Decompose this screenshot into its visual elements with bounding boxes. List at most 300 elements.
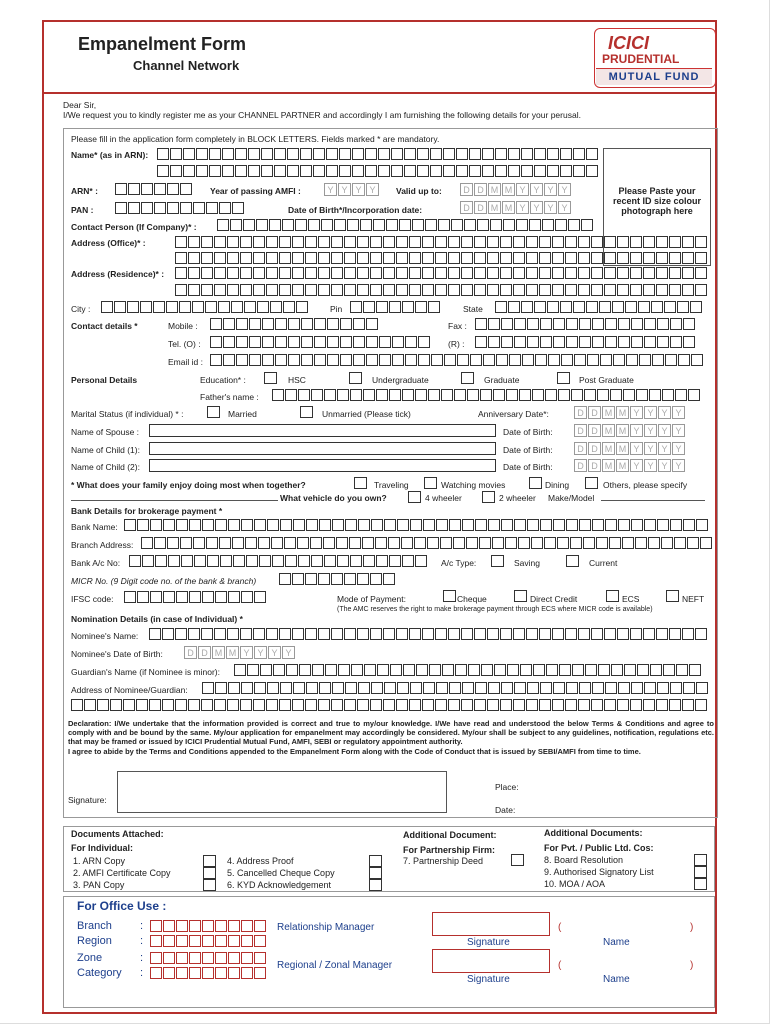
char-box[interactable] <box>553 519 565 531</box>
fax-boxes[interactable] <box>475 318 696 330</box>
office-char-box[interactable] <box>254 952 266 964</box>
char-box[interactable] <box>150 591 162 603</box>
char-box[interactable] <box>604 267 616 279</box>
char-box[interactable] <box>435 252 447 264</box>
char-box[interactable] <box>241 519 253 531</box>
char-box[interactable] <box>617 252 629 264</box>
char-box[interactable] <box>214 628 226 640</box>
spouse-dob-boxes[interactable] <box>574 424 686 437</box>
office-char-box[interactable] <box>150 952 162 964</box>
char-box[interactable] <box>422 628 434 640</box>
char-box[interactable] <box>579 318 591 330</box>
char-box[interactable] <box>409 267 421 279</box>
char-box[interactable] <box>292 252 304 264</box>
char-box[interactable] <box>514 336 526 348</box>
char-box[interactable] <box>508 165 520 177</box>
char-box[interactable] <box>455 664 467 676</box>
char-box[interactable] <box>623 389 635 401</box>
char-box[interactable] <box>605 519 617 531</box>
char-box[interactable] <box>314 354 326 366</box>
char-box[interactable] <box>371 682 383 694</box>
char-box[interactable] <box>279 699 291 711</box>
char-box[interactable] <box>695 699 707 711</box>
char-box[interactable] <box>683 336 695 348</box>
char-box[interactable] <box>376 301 388 313</box>
date-char-box[interactable]: Y <box>530 183 543 196</box>
char-box[interactable] <box>293 682 305 694</box>
char-box[interactable] <box>157 165 169 177</box>
char-box[interactable] <box>643 628 655 640</box>
char-box[interactable] <box>591 236 603 248</box>
date-char-box[interactable]: Y <box>530 201 543 214</box>
partnership-deed-checkbox[interactable] <box>511 854 524 866</box>
char-box[interactable] <box>326 148 338 160</box>
char-box[interactable] <box>637 664 649 676</box>
region-boxes[interactable] <box>150 935 267 947</box>
micr-boxes[interactable] <box>279 573 396 585</box>
char-box[interactable] <box>370 573 382 585</box>
char-box[interactable] <box>630 628 642 640</box>
char-box[interactable] <box>514 519 526 531</box>
char-box[interactable] <box>396 236 408 248</box>
char-box[interactable] <box>292 236 304 248</box>
char-box[interactable] <box>227 252 239 264</box>
char-box[interactable] <box>266 699 278 711</box>
char-box[interactable] <box>288 354 300 366</box>
char-box[interactable] <box>228 591 240 603</box>
unmarried-checkbox[interactable] <box>300 406 313 418</box>
char-box[interactable] <box>287 165 299 177</box>
date-char-box[interactable]: Y <box>630 459 643 472</box>
char-box[interactable] <box>656 284 668 296</box>
char-box[interactable] <box>175 699 187 711</box>
char-box[interactable] <box>696 682 708 694</box>
char-box[interactable] <box>657 682 669 694</box>
char-box[interactable] <box>175 284 187 296</box>
char-box[interactable] <box>405 354 417 366</box>
make-model-line[interactable] <box>601 500 705 501</box>
char-box[interactable] <box>275 354 287 366</box>
char-box[interactable] <box>129 555 141 567</box>
char-box[interactable] <box>423 682 435 694</box>
char-box[interactable] <box>71 699 83 711</box>
date-char-box[interactable]: M <box>488 183 501 196</box>
graduate-checkbox[interactable] <box>461 372 474 384</box>
char-box[interactable] <box>234 664 246 676</box>
char-box[interactable] <box>331 252 343 264</box>
char-box[interactable] <box>383 628 395 640</box>
char-box[interactable] <box>466 537 478 549</box>
char-box[interactable] <box>167 537 179 549</box>
date-char-box[interactable]: D <box>588 406 601 419</box>
char-box[interactable] <box>180 183 192 195</box>
char-box[interactable] <box>626 354 638 366</box>
char-box[interactable] <box>188 284 200 296</box>
signature-box[interactable] <box>117 771 447 813</box>
char-box[interactable] <box>656 236 668 248</box>
char-box[interactable] <box>592 318 604 330</box>
char-box[interactable] <box>618 519 630 531</box>
char-box[interactable] <box>591 267 603 279</box>
char-box[interactable] <box>201 628 213 640</box>
char-box[interactable] <box>214 236 226 248</box>
char-box[interactable] <box>375 537 387 549</box>
char-box[interactable] <box>324 389 336 401</box>
char-box[interactable] <box>312 664 324 676</box>
char-box[interactable] <box>396 267 408 279</box>
board-resolution-checkbox[interactable] <box>694 854 707 866</box>
address-nominee-row1[interactable] <box>202 682 709 694</box>
date-char-box[interactable]: M <box>616 459 629 472</box>
char-box[interactable] <box>124 519 136 531</box>
char-box[interactable] <box>574 354 586 366</box>
char-box[interactable] <box>430 165 442 177</box>
char-box[interactable] <box>297 537 309 549</box>
date-char-box[interactable]: M <box>602 424 615 437</box>
char-box[interactable] <box>279 267 291 279</box>
char-box[interactable] <box>521 148 533 160</box>
char-box[interactable] <box>282 219 294 231</box>
char-box[interactable] <box>279 573 291 585</box>
char-box[interactable] <box>649 389 661 401</box>
char-box[interactable] <box>542 219 554 231</box>
char-box[interactable] <box>552 699 564 711</box>
char-box[interactable] <box>258 537 270 549</box>
char-box[interactable] <box>422 699 434 711</box>
char-box[interactable] <box>202 682 214 694</box>
char-box[interactable] <box>128 202 140 214</box>
char-box[interactable] <box>345 682 357 694</box>
date-char-box[interactable]: Y <box>672 459 685 472</box>
char-box[interactable] <box>540 318 552 330</box>
char-box[interactable] <box>245 537 257 549</box>
date-char-box[interactable]: Y <box>672 424 685 437</box>
office-char-box[interactable] <box>202 952 214 964</box>
char-box[interactable] <box>215 591 227 603</box>
char-box[interactable] <box>558 389 570 401</box>
char-box[interactable] <box>534 301 546 313</box>
char-box[interactable] <box>249 318 261 330</box>
char-box[interactable] <box>353 354 365 366</box>
char-box[interactable] <box>323 537 335 549</box>
char-box[interactable] <box>275 318 287 330</box>
char-box[interactable] <box>332 682 344 694</box>
char-box[interactable] <box>449 519 461 531</box>
char-box[interactable] <box>383 267 395 279</box>
char-box[interactable] <box>630 699 642 711</box>
char-box[interactable] <box>288 318 300 330</box>
date-char-box[interactable]: Y <box>644 442 657 455</box>
char-box[interactable] <box>271 537 283 549</box>
char-box[interactable] <box>676 664 688 676</box>
char-box[interactable] <box>370 267 382 279</box>
char-box[interactable] <box>383 573 395 585</box>
char-box[interactable] <box>401 537 413 549</box>
char-box[interactable] <box>256 219 268 231</box>
char-box[interactable] <box>193 537 205 549</box>
char-box[interactable] <box>584 389 596 401</box>
char-box[interactable] <box>425 219 437 231</box>
char-box[interactable] <box>344 252 356 264</box>
char-box[interactable] <box>605 682 617 694</box>
char-box[interactable] <box>578 284 590 296</box>
char-box[interactable] <box>566 682 578 694</box>
char-box[interactable] <box>327 354 339 366</box>
char-box[interactable] <box>418 336 430 348</box>
char-box[interactable] <box>533 664 545 676</box>
char-box[interactable] <box>334 219 346 231</box>
char-box[interactable] <box>568 219 580 231</box>
char-box[interactable] <box>383 284 395 296</box>
char-box[interactable] <box>444 354 456 366</box>
undergraduate-checkbox[interactable] <box>349 372 362 384</box>
char-box[interactable] <box>227 236 239 248</box>
char-box[interactable] <box>115 183 127 195</box>
char-box[interactable] <box>253 699 265 711</box>
char-box[interactable] <box>531 537 543 549</box>
char-box[interactable] <box>435 236 447 248</box>
char-box[interactable] <box>319 682 331 694</box>
char-box[interactable] <box>179 301 191 313</box>
char-box[interactable] <box>326 165 338 177</box>
char-box[interactable] <box>383 252 395 264</box>
char-box[interactable] <box>370 628 382 640</box>
char-box[interactable] <box>273 664 285 676</box>
char-box[interactable] <box>167 202 179 214</box>
char-box[interactable] <box>137 591 149 603</box>
char-box[interactable] <box>318 628 330 640</box>
date-char-box[interactable]: M <box>502 201 515 214</box>
char-box[interactable] <box>365 165 377 177</box>
char-box[interactable] <box>682 252 694 264</box>
char-box[interactable] <box>539 284 551 296</box>
char-box[interactable] <box>443 165 455 177</box>
char-box[interactable] <box>625 301 637 313</box>
char-box[interactable] <box>521 301 533 313</box>
char-box[interactable] <box>313 165 325 177</box>
char-box[interactable] <box>261 165 273 177</box>
char-box[interactable] <box>597 389 609 401</box>
char-box[interactable] <box>404 165 416 177</box>
char-box[interactable] <box>388 537 400 549</box>
char-box[interactable] <box>527 682 539 694</box>
office-char-box[interactable] <box>215 935 227 947</box>
char-box[interactable] <box>305 628 317 640</box>
office-char-box[interactable] <box>215 967 227 979</box>
char-box[interactable] <box>682 236 694 248</box>
date-char-box[interactable]: M <box>616 442 629 455</box>
char-box[interactable] <box>318 267 330 279</box>
char-box[interactable] <box>196 165 208 177</box>
tel-o-boxes[interactable] <box>210 336 431 348</box>
char-box[interactable] <box>404 148 416 160</box>
char-box[interactable] <box>469 165 481 177</box>
date-char-box[interactable]: M <box>212 646 225 659</box>
char-box[interactable] <box>639 354 651 366</box>
char-box[interactable] <box>591 252 603 264</box>
char-box[interactable] <box>495 148 507 160</box>
branch-boxes[interactable] <box>150 920 267 932</box>
char-box[interactable] <box>695 236 707 248</box>
char-box[interactable] <box>428 301 440 313</box>
char-box[interactable] <box>487 284 499 296</box>
char-box[interactable] <box>539 252 551 264</box>
date-char-box[interactable]: Y <box>630 424 643 437</box>
char-box[interactable] <box>262 354 274 366</box>
date-char-box[interactable]: D <box>574 459 587 472</box>
char-box[interactable] <box>539 628 551 640</box>
char-box[interactable] <box>648 537 660 549</box>
char-box[interactable] <box>214 699 226 711</box>
office-char-box[interactable] <box>189 920 201 932</box>
char-box[interactable] <box>141 202 153 214</box>
char-box[interactable] <box>534 165 546 177</box>
char-box[interactable] <box>495 301 507 313</box>
char-box[interactable] <box>547 165 559 177</box>
char-box[interactable] <box>410 519 422 531</box>
char-box[interactable] <box>222 148 234 160</box>
char-box[interactable] <box>448 252 460 264</box>
char-box[interactable] <box>154 183 166 195</box>
date-char-box[interactable]: D <box>184 646 197 659</box>
char-box[interactable] <box>370 252 382 264</box>
char-box[interactable] <box>128 183 140 195</box>
char-box[interactable] <box>669 699 681 711</box>
char-box[interactable] <box>612 301 624 313</box>
char-box[interactable] <box>266 628 278 640</box>
char-box[interactable] <box>566 336 578 348</box>
char-box[interactable] <box>514 682 526 694</box>
char-box[interactable] <box>345 519 357 531</box>
char-box[interactable] <box>308 219 320 231</box>
char-box[interactable] <box>535 354 547 366</box>
ifsc-boxes[interactable] <box>124 591 267 603</box>
char-box[interactable] <box>464 219 476 231</box>
char-box[interactable] <box>506 389 518 401</box>
office-char-box[interactable] <box>241 935 253 947</box>
name-boxes-row1[interactable] <box>157 148 599 160</box>
char-box[interactable] <box>293 519 305 531</box>
char-box[interactable] <box>579 682 591 694</box>
char-box[interactable] <box>337 389 349 401</box>
char-box[interactable] <box>248 148 260 160</box>
char-box[interactable] <box>249 336 261 348</box>
char-box[interactable] <box>690 301 702 313</box>
char-box[interactable] <box>448 284 460 296</box>
char-box[interactable] <box>188 628 200 640</box>
char-box[interactable] <box>274 148 286 160</box>
char-box[interactable] <box>412 219 424 231</box>
char-box[interactable] <box>150 519 162 531</box>
char-box[interactable] <box>415 301 427 313</box>
char-box[interactable] <box>591 284 603 296</box>
char-box[interactable] <box>573 165 585 177</box>
char-box[interactable] <box>578 267 590 279</box>
date-char-box[interactable]: D <box>574 424 587 437</box>
char-box[interactable] <box>207 555 219 567</box>
char-box[interactable] <box>338 664 350 676</box>
char-box[interactable] <box>325 664 337 676</box>
char-box[interactable] <box>508 301 520 313</box>
char-box[interactable] <box>520 664 532 676</box>
char-box[interactable] <box>142 555 154 567</box>
char-box[interactable] <box>490 219 502 231</box>
char-box[interactable] <box>305 236 317 248</box>
char-box[interactable] <box>149 628 161 640</box>
char-box[interactable] <box>379 354 391 366</box>
saving-checkbox[interactable] <box>491 555 504 567</box>
char-box[interactable] <box>166 301 178 313</box>
char-box[interactable] <box>631 318 643 330</box>
char-box[interactable] <box>436 682 448 694</box>
date-char-box[interactable]: Y <box>630 406 643 419</box>
char-box[interactable] <box>617 628 629 640</box>
char-box[interactable] <box>611 664 623 676</box>
char-box[interactable] <box>657 519 669 531</box>
nominee-dob-boxes[interactable] <box>184 646 296 659</box>
char-box[interactable] <box>253 236 265 248</box>
address-nominee-row2[interactable] <box>71 699 708 711</box>
char-box[interactable] <box>196 148 208 160</box>
char-box[interactable] <box>624 664 636 676</box>
char-box[interactable] <box>682 267 694 279</box>
char-box[interactable] <box>670 318 682 330</box>
char-box[interactable] <box>609 537 621 549</box>
state-boxes[interactable] <box>495 301 703 313</box>
char-box[interactable] <box>231 301 243 313</box>
bank-name-boxes[interactable] <box>124 519 709 531</box>
char-box[interactable] <box>592 519 604 531</box>
date-char-box[interactable]: D <box>588 459 601 472</box>
char-box[interactable] <box>210 318 222 330</box>
current-checkbox[interactable] <box>566 555 579 567</box>
char-box[interactable] <box>176 591 188 603</box>
char-box[interactable] <box>389 389 401 401</box>
pin-boxes[interactable] <box>350 301 441 313</box>
char-box[interactable] <box>188 699 200 711</box>
char-box[interactable] <box>683 682 695 694</box>
char-box[interactable] <box>599 301 611 313</box>
char-box[interactable] <box>371 519 383 531</box>
char-box[interactable] <box>674 537 686 549</box>
char-box[interactable] <box>500 252 512 264</box>
char-box[interactable] <box>241 591 253 603</box>
char-box[interactable] <box>449 682 461 694</box>
office-char-box[interactable] <box>163 952 175 964</box>
arn-copy-checkbox[interactable] <box>203 855 216 867</box>
char-box[interactable] <box>436 519 448 531</box>
city-boxes[interactable] <box>101 301 309 313</box>
anniversary-boxes[interactable] <box>574 406 686 419</box>
char-box[interactable] <box>545 389 557 401</box>
char-box[interactable] <box>311 389 323 401</box>
char-box[interactable] <box>292 699 304 711</box>
date-char-box[interactable]: M <box>226 646 239 659</box>
date-char-box[interactable]: Y <box>324 183 337 196</box>
char-box[interactable] <box>527 336 539 348</box>
char-box[interactable] <box>475 336 487 348</box>
char-box[interactable] <box>573 301 585 313</box>
char-box[interactable] <box>336 537 348 549</box>
zone-boxes[interactable] <box>150 952 267 964</box>
date-char-box[interactable]: Y <box>516 201 529 214</box>
post-graduate-checkbox[interactable] <box>557 372 570 384</box>
char-box[interactable] <box>235 148 247 160</box>
char-box[interactable] <box>638 301 650 313</box>
char-box[interactable] <box>435 628 447 640</box>
char-box[interactable] <box>578 236 590 248</box>
char-box[interactable] <box>321 219 333 231</box>
